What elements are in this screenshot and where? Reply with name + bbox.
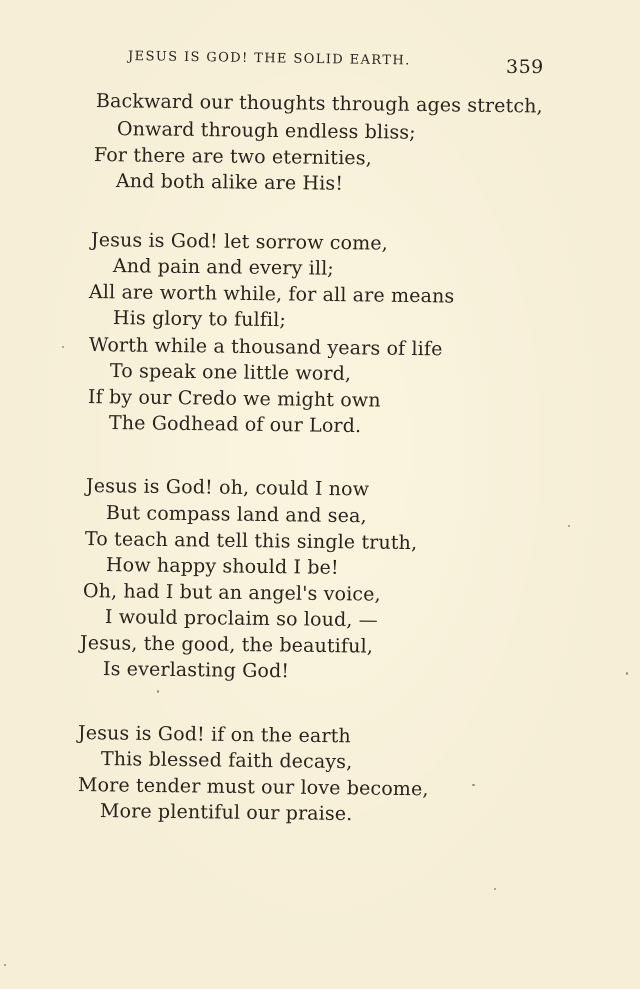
poem-line: And both alike are His! bbox=[115, 170, 344, 195]
poem-line: This blessed faith decays, bbox=[100, 748, 353, 774]
poem-line: To teach and tell this single truth, bbox=[84, 528, 418, 555]
poem-line: Backward our thoughts through ages stretch, bbox=[95, 90, 543, 118]
paper-speck bbox=[157, 690, 159, 693]
poem-line: His glory to fulfil; bbox=[112, 307, 287, 332]
poem-line: Jesus, the good, the beautiful, bbox=[79, 632, 374, 658]
poem-line: More tender must our love become, bbox=[77, 774, 429, 801]
running-header: JESUS IS GOD! THE SOLID EARTH. bbox=[127, 49, 411, 69]
poem-line: Jesus is God! let sorrow come, bbox=[90, 229, 389, 255]
poem-line: I would proclaim so loud, — bbox=[104, 606, 379, 632]
paper-speck bbox=[4, 964, 6, 966]
poem-line: Onward through endless bliss; bbox=[116, 118, 416, 144]
paper-speck bbox=[568, 525, 570, 527]
poem-line: Oh, had I but an angel's voice, bbox=[82, 580, 381, 606]
poem-line: But compass land and sea, bbox=[105, 502, 367, 528]
paper-speck bbox=[494, 888, 496, 890]
poem-line: To speak one little word, bbox=[109, 360, 352, 385]
poem-line: If by our Credo we might own bbox=[87, 386, 381, 412]
poem-line: More plentiful our praise. bbox=[99, 800, 353, 826]
paper-speck bbox=[626, 672, 628, 675]
poem-line: Jesus is God! if on the earth bbox=[77, 722, 351, 748]
poem-line: How happy should I be! bbox=[105, 554, 339, 579]
poem-line: The Godhead of our Lord. bbox=[108, 412, 362, 438]
poem-line: Worth while a thousand years of life bbox=[88, 334, 443, 361]
poem-line: Jesus is God! oh, could I now bbox=[85, 475, 370, 501]
paper-speck bbox=[62, 346, 64, 348]
poem-line: And pain and every ill; bbox=[112, 255, 335, 280]
poem-line: All are worth while, for all are means bbox=[88, 281, 455, 308]
page-number: 359 bbox=[506, 56, 544, 78]
poem-line: For there are two eternities, bbox=[93, 144, 372, 170]
poem-line: Is everlasting God! bbox=[102, 658, 290, 683]
paper-speck bbox=[472, 784, 475, 786]
